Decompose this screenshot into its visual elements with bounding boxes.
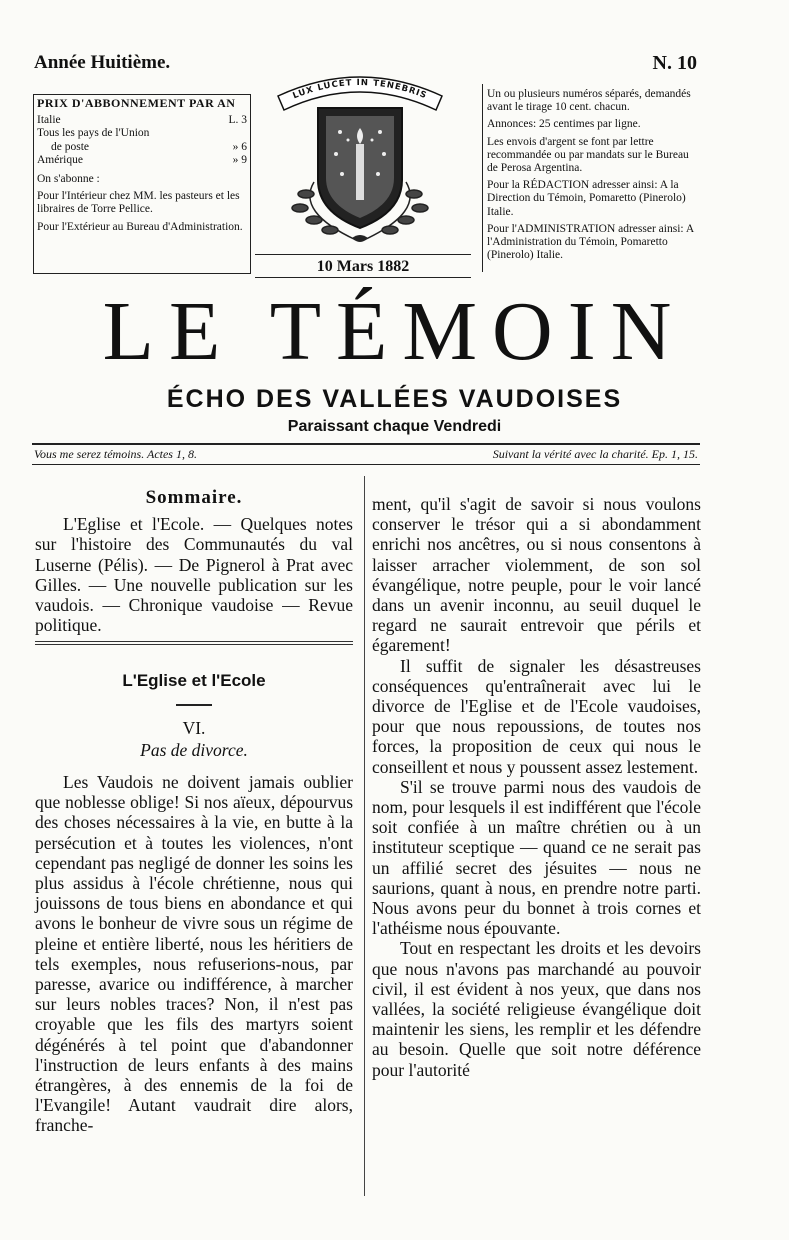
right-column [372,494,701,1080]
sommaire-title: Sommaire. [145,487,243,508]
article-title: L'Eglise et l'Ecole [122,671,266,691]
left-column [35,488,353,1136]
newspaper-subtitle: ÉCHO DES VALLÉES VAUDOISES [166,385,623,413]
newspaper-tagline: Paraissant chaque Vendredi [287,418,502,435]
article-paragraph: Les Vaudois ne doivent jamais oublier que noblesse oblige! Si nos aïeux, dépourvus des choses nécessaires à la vie, en butte à la persécution et à toutes les violences, n'ont cependant pas negligé de donner les soins les plus assidus à l'école chrétienne, nous qui jouissons de tous biens en abondance et qui avons le bonheur de vivre sous un régime de pleine et entière liberté, nous les héritiers de tels exemples, nous refuserions-nous, par paresse, avarice ou indifférence, à marcher sur leurs nobles traces? Non, il n'est pas croyable que les fils des martyrs soient dégénérés à tel point que d'abandonner l'instruction de leurs enfants à des mains étrangères, à des ennemis de la foi de l'Evangile! Autant vaudrait dire alors, franche- [35,772,353,1136]
issue-date: 10 Mars 1882 [255,254,471,278]
emblem-banner-text: LUX LUCET IN TENEBRIS [291,77,429,102]
price-value: » 6 [232,140,247,153]
motto-right: Suivant la vérité avec la charité. Ep. 1, 15. [492,447,698,461]
price-row [37,154,247,167]
emblem-icon [256,62,464,252]
article-paragraph: S'il se trouve parmi nous des vaudois de nom, pour lesquels il est indifférent que l'école soit confiée à un maître chrétien ou à un instituteur sceptique — quand ce ne serait pas un affilié secret des jésuites — nous ne saurions, quant à nous, en prendre notre parti. Nous avons peur du bonnet à trois cornes et l'athéisme nous épouvante. [372,776,701,939]
interior-info: Pour l'Intérieur chez MM. les pasteurs et les libraires de Torre Pellice. [37,190,240,216]
article-paragraph: Tout en respectant les droits et les devoirs que nous n'avons pas marchandé au pouvoir civil, il est évident à nos yeux, que dans nos vallées, la société religieuse évangélique doit maintenir les siens, les remplir et les défendre au besoin. Quelle que soit notre déférence pour l'autorité [372,938,701,1080]
price-label: de poste [51,140,90,153]
article-paragraph: ment, qu'il s'agit de savoir si nous voulons conserver le trésor qui a si abondamment enrichi nos ancêtres, ou si nous consentons à laisser arracher violemment, de son sol évangélique, notre peuple, pour le voir lancé dans un avenir inconnu, au seuil duquel le regard ne saurait entrevoir que périls et égarement! [372,494,701,656]
article-section: VI. [182,717,206,738]
info-line: Un ou plusieurs numéros séparés, demandés avant le tirage 10 cent. chacun. [487,88,691,114]
title-dash [176,704,212,706]
column-divider [364,476,365,1196]
price-label: Tous les pays de l'Union [37,127,150,140]
motto-bar [32,443,700,465]
price-value [223,127,247,140]
motto-left: Vous me serez témoins. Actes 1, 8. [34,447,197,461]
price-label: Italie [37,114,61,127]
info-line: Pour l'ADMINISTRATION adresser ainsi: A l'Administration du Témoin, Pomaretto (Pinerolo) Italie. [487,222,694,262]
price-label: Amérique [37,153,83,166]
price-value: » 9 [232,153,247,166]
info-line: Les envois d'argent se font par lettre recommandée ou par mandats sur le Bureau de Perosa Argentina. [487,135,689,175]
year-label: Année Huitième. [34,52,171,73]
newspaper-title: LE TÉMOIN [102,285,687,378]
section-rule [35,641,353,645]
price-row [37,141,247,154]
subscription-title: PRIX D'ABBONNEMENT PAR AN [37,96,236,110]
article-subtitle: Pas de divorce. [140,739,248,760]
exterior-info: Pour l'Extérieur au Bureau d'Administration. [37,220,243,233]
info-line: Pour la RÉDACTION adresser ainsi: A la Direction du Témoin, Pomaretto (Pinerolo) Italie. [487,179,686,218]
issue-number: N. 10 [652,52,697,74]
subscribe-label: On s'abonne : [37,173,100,186]
sommaire-text: L'Eglise et l'Ecole. — Quelques notes sur l'histoire des Communautés du val Luserne (Pélis). — De Pignerol à Prat avec Gilles. — Une nouvelle publication sur les vaudois. — Chronique vaudoise — Revue politique. [35,514,353,636]
price-row [37,127,247,140]
info-line: Annonces: 25 centimes par ligne. [487,118,641,131]
price-row [37,114,247,127]
price-value: L. 3 [228,114,247,127]
article-paragraph: Il suffit de signaler les désastreuses conséquences qu'entraînerait avec lui le divorce de l'Eglise et de l'Ecole vaudoises, pour que nous repoussions, de toutes nos forces, la proposition de ceux qui nous le conseillent et nous y poussent assez lestement. [372,655,701,777]
emblem [256,62,464,252]
info-box [482,84,703,272]
subscription-box [33,94,251,274]
